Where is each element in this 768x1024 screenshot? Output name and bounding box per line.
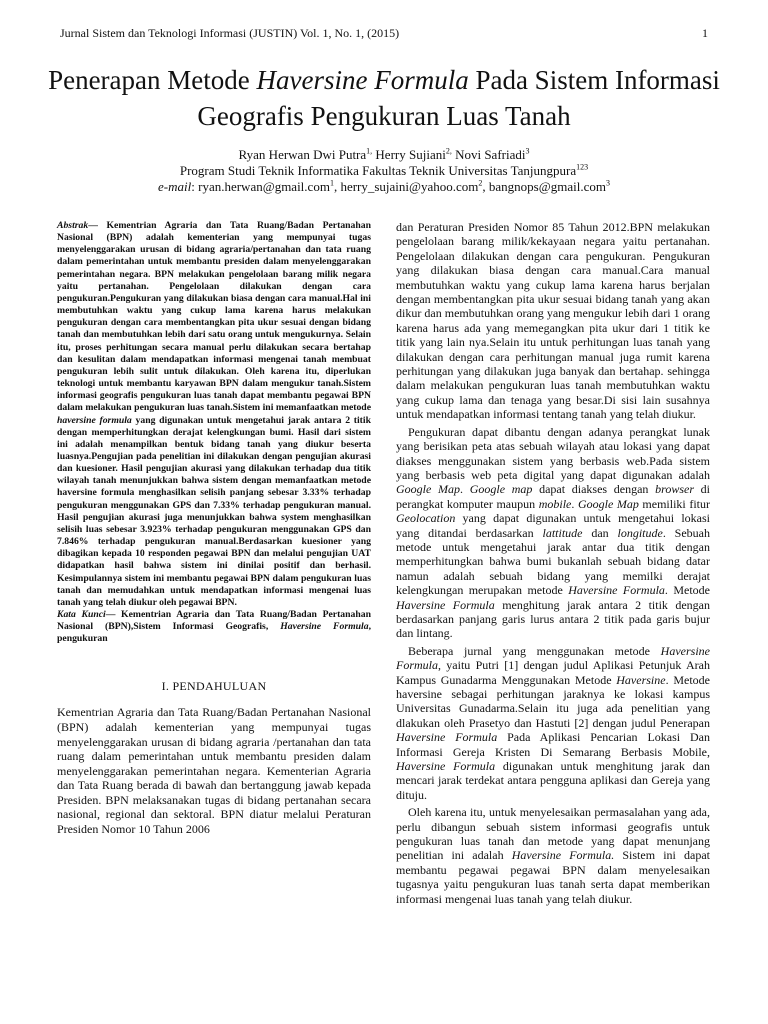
p3-a: Beberapa jurnal yang menggunakan metode [408,643,661,658]
abstract-text-2: yang digunakan untuk mengetahui jarak antara 2 titik dengan memperhitungkan derajat kelengkungan bumi. Hasil dari sistem ini adalah menampilkan bentuk bidang tanah yang diukur beserta luasnya.Pengujian pada penelitian ini dilakukan dengan pengujian akurasi dan kuesioner. Hasil pengujian akurasi yang dilakukan terhadap dua titik wilayah tanah menunjukkan bahwa sistem dengan memanfaatkan metode haversine formula menghasilkan selisih panjang sebesar 3.33% terhadap pengukuran menggunakan GPS dan 7.33% terhadap pengukuran manual. Hasil pengujian akurasi juga menunjukkan bahwa system menghasilkan selisih luas sebesar 3.923% terhadap pengukuran menggunakan GPS dan 7.846% terhadap pengukuran manual.Berdasarkan kuesioner yang dibagikan kepada 10 responden pegawai BPN dan melalui pengujian UAT didapatkan hasil bahwa sistem ini dinilai positif dan berhasil. Kesimpulannya sistem ini membantu pegawai BPN dalam pengukuran luas tanah dan memudahkan untuk mendapatkan informasi mengenai luas tanah yang telah diukur oleh pegawai BPN. [57,414,371,608]
right-paragraph-2 [396,425,710,641]
p2-i7: lattitude [542,525,583,540]
affiliation-sup: 123 [576,162,589,172]
keywords-italic: Haversine Formula [280,621,369,633]
p3-i3: Haversine Formula [396,730,498,745]
email-3[interactable]: , bangnops@gmail.com [482,179,606,194]
p2-d: di perangkat komputer maupun [396,482,711,511]
author-block [40,147,728,195]
email-1-sup: 1 [329,178,334,188]
title-part-1: Penerapan Metode [48,65,257,95]
p2-i8: longitude [617,525,663,540]
email-3-sup: 3 [605,178,610,188]
abstract-label: Abstrak [57,220,89,231]
author-2-sup: 2, [445,146,452,156]
p2-i4: mobile [538,496,572,511]
p4-b: Sistem ini dapat membantu pegawai pegawai BPN dalam menyelesaikan tugasnya yaitu pengukuran luas tanah serta dapat memberikan informasi mengenai luas tanah yang telah diukur. [396,848,710,906]
p2-j: . Metode [664,583,710,598]
keywords-end: , pengukuran [57,621,371,645]
author-1-sup: 1, [366,146,373,156]
p4-i1: Haversine Formula. [511,848,615,863]
p3-i1: Haversine Formula [396,643,710,673]
p2-i5: Google Map [577,496,639,511]
abstract-dash: — [88,220,107,231]
p2-i1: Google Map [396,482,461,497]
author-2: Herry Sujiani [372,147,446,162]
p3-e: digunakan untuk menghitung jarak dan mencari jarak terdekat antara pengguna aplikasi dan Gereja yang dituju. [396,759,710,802]
keywords-label: Kata Kunci [57,609,106,620]
p3-i2: Haversine [616,672,666,687]
abstract-italic: haversine formula [57,414,132,426]
p2-i10: Haversine Formula [396,597,495,612]
title-part-2: Pada Sistem Informasi Geografis Pengukuran Luas Tanah [197,65,720,131]
p3-b: , yaitu Putri [1] dengan judul Aplikasi Petunjuk Arah Kampus Gunadarma Menggunakan Metode [396,658,710,687]
p2-g: yang dapat digunakan untuk mengetahui lokasi yang ditandai berdasarkan [396,511,710,540]
paper-title [40,62,728,134]
author-1: Ryan Herwan Dwi Putra [238,147,367,162]
author-names [40,147,728,163]
p2-e: . [571,496,578,511]
p2-k: menghitung jarak antara 2 titik dengan berdasarkan panjang garis lurus antara 2 titik pada garis bujur dan lintang. [396,597,710,641]
p3-c: . Metode haversine sebagai perhitungan jaraknya ke lokasi kampus Universitas Gunadarma.Selain itu juga ada penelitian yang dlakukan oleh Prasetyo dan Hastuti [2] dengan judul Penerapan [396,672,710,730]
email-2[interactable]: , herry_sujaini@yahoo.com [333,179,479,194]
p2-c: dapat diakses dengan [532,482,656,497]
abstract-text-1: Kementrian Agraria dan Tata Ruang/Badan Pertanahan Nasional (BPN) adalah kementerian yang mempunyai tugas menyelenggarakan urusan di bidang agraria/pertanahan dan tata ruang dalam pemerintahan untuk membantu presiden dalam menyelenggarakan pemerintahan negara. BPN melakukan pengelolaan barang milik negara yaitu pertanahan. Pengelolaan dilakukan dengan cara pengukuran.Pengukuran yang dilakukan biasa dengan cara manual.Hal ini membutuhkan waktu yang cukup lama karena harus melakukan pengukuran dengan cara membentangkan pita ukur sesuai dengan bidang tanah dan membutuhkan lebih dari satu orang untuk mengukurnya. Selain itu, proses perhitungan secara manual perlu dilakukan secara bertahap dan kesulitan dalam mendapatkan informasi mengenai tanah membuat pengukuran lebih sulit untuk dilakukan. Oleh karena itu, diperlukan teknologi untuk membantu karyawan BPN dalam mengukur tanah.Sistem informasi geografis pengukuran luas tanah dapat membantu pegawai BPN dalam melakukan pengukuran luas tanah.Sistem ini memanfaatkan metode [57,220,372,414]
author-3: Novi Safriadi [451,147,526,162]
affiliation [40,163,728,179]
email-label: e-mail [158,179,192,194]
p2-h: dan [582,525,618,540]
affiliation-text: Program Studi Teknik Informatika Fakultas Teknik Universitas Tanjungpura [179,163,577,178]
page-number: 1 [702,26,708,40]
title-italic: Haversine Formula [256,65,469,95]
p2-a: Pengukuran dapat dibantu dengan adanya perangkat lunak yang berisikan peta atas sebuah wilayah atau lokasi yang dapat diakses menggunakan sistem yang berbasis web.Pada sistem yang berbasis web peta digital yang dapat digunakan adalah [396,424,710,482]
email-1[interactable]: : ryan.herwan@gmail.com [191,179,330,194]
right-paragraph-3 [396,644,710,802]
left-column [57,220,371,836]
journal-citation: Jurnal Sistem dan Teknologi Informasi (JUSTIN) Vol. 1, No. 1, (2015) [60,26,400,40]
keywords [57,609,371,645]
running-header [60,26,708,41]
section-heading-pendahuluan: I. PENDAHULUAN [161,679,267,694]
p2-i: . Sebuah metode untuk mengetahui jarak antar dua titik dengan memperhitungkan bahwa bumi bukanlah sebuah bidang datar namun adalah sebuah bidang yang memilki derajat kelengkungan merupakan metode [396,525,710,598]
right-paragraph-4 [396,805,710,906]
p4-a: Oleh karena itu, untuk menyelesaikan permasalahan yang ada, perlu dibangun sebuah sistem informasi geografis untuk pengukuran luas tanah dan metode yang dapat menunjang penelitian ini adalah [396,805,710,863]
p3-d: Pada Aplikasi Pencarian Lokasi Dan Informasi Gereja Kristen Di Semarang Berbasis Mobile, [396,730,710,759]
keywords-text: Kementrian Agraria dan Tata Ruang/Badan Pertanahan Nasional (BPN),Sistem Informasi Geografis, [57,609,372,633]
email-line [40,179,728,195]
p2-i3: browser [655,482,694,497]
p2-i9: Haversine Formula [568,583,665,598]
author-3-sup: 3 [525,146,530,156]
p2-i2: Google map [469,482,533,497]
right-column [396,220,710,909]
intro-paragraph-1: Kementrian Agraria dan Tata Ruang/Badan Pertanahan Nasional (BPN) adalah kementerian yang mempunyai tugas menyelenggarakan urusan di bidang agraria /pertanahan dan tata ruang dalam pemerintahan untuk membantu presiden dalam menyelenggarakan pemerintahan negara. Kementerian Agraria dan Tata Ruang berada di bawah dan bertanggung jawab kepada Presiden. BPN melaksanakan tugas di bidang pertanahan secara nasional, regional dan sektoral. BPN diatur melalui Peraturan Presiden Nomor 10 Tahun 2006 [57,705,371,836]
keywords-dash: — [105,609,122,620]
p2-i6: Geolocation [396,511,456,526]
p3-i4: Haversine Formula [396,759,496,774]
right-paragraph-1: dan Peraturan Presiden Nomor 85 Tahun 2012.BPN melakukan pengelolaan barang milik/kekayaan negara yaitu pertanahan. Pengelolaan dilakukan dengan cara pengukuran. Pengukuran yang dilakukan biasa dengan cara manual.Cara manual membutuhkan waktu yang cukup lama karena harus berjalan dengan membentangkan pita ukur sesuai bidang tanah yang akan dikur dan membutuhkan orang yang mengukur lebih dari 1 orang karena harus ada yang memegangkan pita ukur dari 1 titik ke titik yang lain nya.Selain itu untuk perhitungan luas tanah yang dilakukan dengan cara perhitungan manual juga rumit karena perhitungan yang dilakukan juga banyak dan bertahap. sehingga dalam melakukan pengukuran luas tanah membutuhkan waktu yang cukup lama dan tenaga yang besar.Di sisi lain susahnya untuk mendapatkan informasi tentang tanah yang telah diukur. [396,220,710,422]
p2-b: . [460,482,470,497]
abstract [57,220,371,609]
email-2-sup: 2 [478,178,483,188]
p2-f: memiliki fitur [638,496,710,511]
